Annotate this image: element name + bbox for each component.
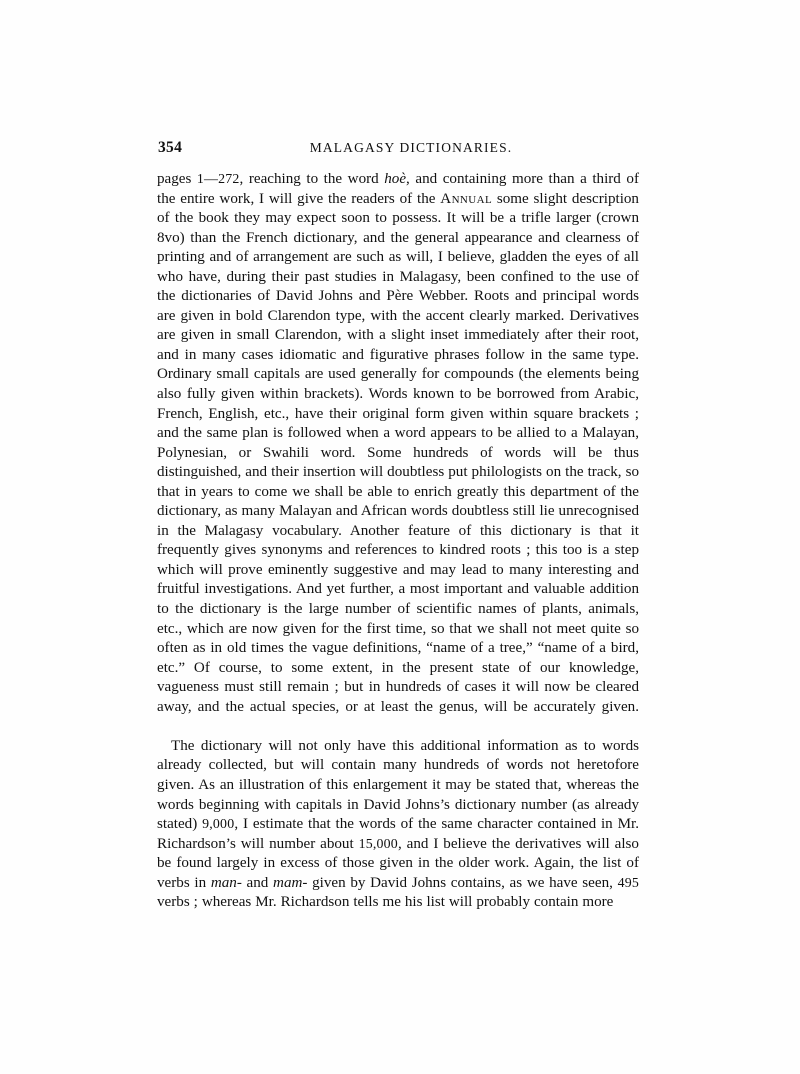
numeral: 9,000 — [202, 817, 235, 833]
text-run: verbs ; whereas Mr. Richardson tells me his list will probably contain more — [157, 894, 614, 911]
text-run: pages — [157, 171, 197, 187]
text-run: The dictionary will not only have this additional information as to words already collected, but will contain many hundreds of words not heretofore given. As an illustration of this enlargement it may be stated that, whereas the words beginning with capitals in David Johns’s dictionary number (as already stated) — [157, 737, 639, 833]
text-run: , I estimate that the words of the same character contained in Mr. Richardson’s will number about — [157, 816, 639, 852]
italic-term: man- — [210, 874, 242, 891]
text-run: given by David Johns contains, as we have seen, — [307, 874, 618, 891]
small-caps-term: Annual — [440, 190, 493, 207]
numeral: 495 — [617, 875, 639, 891]
body-text — [157, 170, 639, 913]
italic-term: mam- — [273, 874, 308, 891]
text-run: some slight description of the book they may expect soon to possess. It will be a trifle larger (crown 8vo) than the French dictionary, and the general appearance and clearness of printing and of arrangement are such as will, I believe, gladden the eyes of all who have, during their past studies in Malagasy, been confined to the use of the dictionaries of David Johns and Père Webber. Roots and principal words are given in bold Clarendon type, with the accent clearly marked. Derivatives are given in small Clarendon, with a slight inset immediately after their root, and in many cases idiomatic and figurative phrases follow in the same type. Ordinary small capitals are used generally for compounds (the elements being also fully given within brackets). Words known to be borrowed from Arabic, French, English, etc., have their original form given within square brackets ; and the same plan is followed when a word appears to be allied to a Malayan, Polynesian, or Swahili word. Some hundreds of words will be thus distinguished, and their insertion will doubtless put philologists on the track, so that in years to come we shall be able to enrich greatly this department of the dictionary, as many Malayan and African words doubtless still lie unrecognised in the Malagasy vocabulary. Another feature of this dictionary is that it frequently gives synonyms and references to kindred roots ; this too is a step which will prove eminently suggestive and may lead to many interesting and fruitful investigations. And yet further, a most important and valuable addition to the dictionary is the large number of scientific names of plants, animals, etc., which are now given for the first time, so that we shall not meet quite so often as in old times the vague definitions, “name of a tree,” “name of a bird, etc.” Of course, to some extent, in the present state of our knowledge, vagueness must still remain ; but in hundreds of cases it will now be cleared away, and the actual species, or at least the genus, will be accurately given. — [157, 190, 639, 715]
running-head — [158, 136, 638, 160]
running-head-title: MALAGASY DICTIONARIES. — [309, 140, 513, 155]
text-run: , and I believe the derivatives will also be found largely in excess of those given in the older work. Again, the list of verbs in — [157, 835, 639, 891]
paragraph-2 — [157, 737, 639, 913]
text-run: , and containing more than a third of the entire work, I will give the readers of the — [157, 171, 639, 207]
numeral: 1—272 — [196, 172, 240, 187]
text-run: , reaching to the word — [239, 171, 385, 187]
paragraph-1 — [157, 170, 639, 737]
text-run: and — [241, 874, 274, 891]
italic-term: hoè — [384, 171, 407, 187]
page-number: 354 — [158, 139, 183, 156]
numeral: 15,000 — [358, 836, 398, 852]
